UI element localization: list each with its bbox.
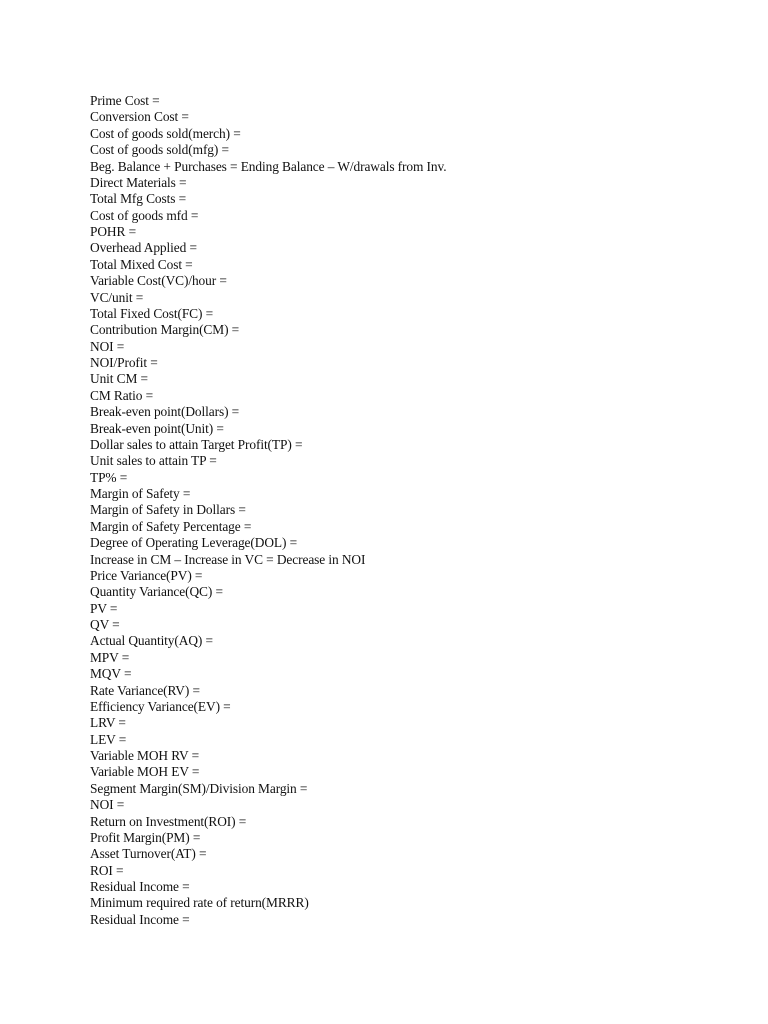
formula-line-unit-cm: Unit CM = xyxy=(90,371,148,387)
formula-line-noi-profit: NOI/Profit = xyxy=(90,355,158,370)
formula-line-roi: ROI = xyxy=(90,862,124,878)
formula-line-roi-definition: Return on Investment(ROI) = xyxy=(90,813,247,829)
formula-line-pohr: POHR = xyxy=(90,224,137,239)
formula-line-total-mixed-cost: Total Mixed Cost = xyxy=(90,256,193,272)
formula-line-overhead-applied: Overhead Applied = xyxy=(90,240,197,256)
formula-line-actual-quantity: Actual Quantity(AQ) = xyxy=(90,633,213,649)
formula-line-lev: LEV = xyxy=(90,731,127,747)
formula-line-break-even-dollars: Break-even point(Dollars) = xyxy=(90,404,240,420)
formula-line-residual-income-2: Residual Income = xyxy=(90,911,190,927)
formula-line-efficiency-variance: Efficiency Variance(EV) = xyxy=(90,698,231,714)
formula-line-variable-moh-rv: Variable MOH RV = xyxy=(90,748,200,763)
formula-line-noi-2: NOI = xyxy=(90,797,125,813)
formula-line-lrv: LRV = xyxy=(90,715,126,731)
formula-line-contribution-margin: Contribution Margin(CM) = xyxy=(90,322,240,338)
formula-line-cogs-mfg: Cost of goods sold(mfg) = xyxy=(90,142,229,158)
formula-line-rate-variance: Rate Variance(RV) = xyxy=(90,682,200,698)
formula-line-profit-margin: Profit Margin(PM) = xyxy=(90,829,201,845)
formula-line-inventory-balance: Beg. Balance + Purchases = Ending Balance – W/drawals from Inv. xyxy=(90,158,447,174)
formula-line-cm-vc-noi: Increase in CM – Increase in VC = Decrease in NOI xyxy=(90,551,366,567)
formula-line-quantity-variance: Quantity Variance(QC) = xyxy=(90,584,223,600)
formula-line-unit-sales-tp: Unit sales to attain TP = xyxy=(90,453,217,469)
formula-line-total-mfg-costs: Total Mfg Costs = xyxy=(90,191,187,207)
formula-line-price-variance: Price Variance(PV) = xyxy=(90,567,203,583)
formula-line-mpv: MPV = xyxy=(90,649,130,665)
formula-line-dol: Degree of Operating Leverage(DOL) = xyxy=(90,535,298,551)
formula-line-asset-turnover: Asset Turnover(AT) = xyxy=(90,846,207,862)
formula-line-pv: PV = xyxy=(90,600,118,616)
formula-line-cost-of-goods-mfd: Cost of goods mfd = xyxy=(90,207,199,223)
formula-line-conversion-cost: Conversion Cost = xyxy=(90,109,189,125)
formula-line-prime-cost: Prime Cost = xyxy=(90,93,160,108)
formula-line-tp-percent: TP% = xyxy=(90,469,128,485)
formula-line-variable-moh-ev: Variable MOH EV = xyxy=(90,764,200,780)
formula-line-margin-of-safety-percentage: Margin of Safety Percentage = xyxy=(90,518,252,534)
formula-line-residual-income: Residual Income = xyxy=(90,879,190,894)
formula-line-variable-cost-hour: Variable Cost(VC)/hour = xyxy=(90,273,227,289)
formula-line-margin-of-safety: Margin of Safety = xyxy=(90,486,191,501)
formula-line-break-even-unit: Break-even point(Unit) = xyxy=(90,420,224,436)
formula-line-vc-unit: VC/unit = xyxy=(90,289,144,305)
formula-line-dollar-sales-tp: Dollar sales to attain Target Profit(TP) = xyxy=(90,436,303,452)
formula-line-segment-margin: Segment Margin(SM)/Division Margin = xyxy=(90,780,308,796)
formula-line-noi: NOI = xyxy=(90,338,125,354)
formula-line-cogs-merch: Cost of goods sold(merch) = xyxy=(90,125,241,141)
formula-line-qv: QV = xyxy=(90,617,120,632)
formula-line-total-fixed-cost: Total Fixed Cost(FC) = xyxy=(90,305,214,321)
formula-line-cm-ratio: CM Ratio = xyxy=(90,387,154,403)
formula-line-mrrr: Minimum required rate of return(MRRR) xyxy=(90,895,309,911)
formula-line-direct-materials: Direct Materials = xyxy=(90,174,187,190)
formula-line-margin-of-safety-dollars: Margin of Safety in Dollars = xyxy=(90,502,246,518)
formula-list xyxy=(90,93,446,928)
formula-line-mqv: MQV = xyxy=(90,666,132,682)
